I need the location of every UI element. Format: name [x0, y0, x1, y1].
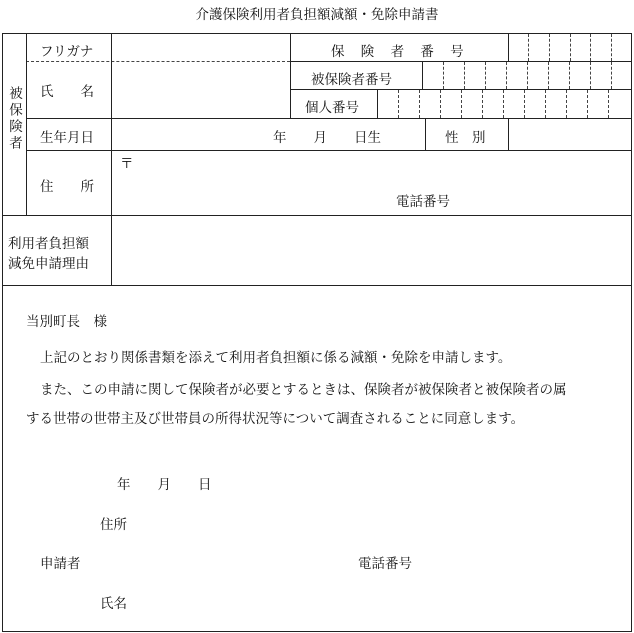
row-line-address: [26, 150, 632, 151]
personal-number-field[interactable]: [378, 91, 630, 117]
applicant-address-label: 住所: [100, 517, 127, 533]
insured-person-section-label: 被保険者: [6, 86, 22, 152]
birthdate-format: 年 月 日生: [273, 130, 381, 146]
name-label: 氏 名: [40, 84, 94, 100]
birthdate-field[interactable]: [112, 120, 424, 149]
insurer-number-label: 保 険 者 番 号: [331, 44, 470, 60]
applicant-phone-label: 電話番号: [358, 556, 412, 572]
table-top-border: [2, 33, 632, 34]
personal-number-label: 個人番号: [305, 100, 359, 116]
application-date-format: 年 月 日: [117, 477, 212, 493]
reason-label-line1: 利用者負担額: [8, 236, 89, 252]
col-line-numbers: [290, 33, 291, 118]
furigana-label: フリガナ: [40, 44, 94, 60]
phone-label: 電話番号: [396, 194, 450, 210]
row-line-insured-number: [290, 61, 632, 62]
table-right-border: [631, 33, 632, 632]
insurer-number-field[interactable]: [509, 35, 630, 60]
insured-number-field[interactable]: [423, 63, 630, 88]
col-line-sex-label: [425, 118, 426, 150]
address-field[interactable]: [136, 152, 630, 186]
address-label: 住 所: [40, 179, 94, 195]
col-line-section: [26, 33, 27, 215]
insured-number-label: 被保険者番号: [311, 72, 392, 88]
name-field[interactable]: [112, 63, 289, 117]
furigana-field[interactable]: [112, 35, 289, 60]
form-title: 介護保険利用者負担額減額・免除申請書: [195, 7, 439, 23]
row-line-birthdate: [26, 118, 632, 119]
table-left-border: [2, 33, 3, 632]
row-line-body: [2, 285, 632, 286]
table-bottom-border: [2, 631, 632, 632]
sex-label: 性 別: [445, 130, 486, 146]
reason-field[interactable]: [112, 217, 630, 284]
applicant-label: 申請者: [40, 556, 81, 572]
addressee: 当別町長 様: [26, 314, 107, 330]
consent-statement-line1: また、この申請に関して保険者が必要とするときは、保険者が被保険者と被保険者の属: [40, 382, 567, 398]
row-line-reason: [2, 215, 632, 216]
reason-label-line2: 減免申請理由: [8, 256, 89, 272]
applicant-name-label: 氏名: [100, 596, 127, 612]
application-statement: 上記のとおり関係書類を添えて利用者負担額に係る減額・免除を申請します。: [40, 350, 512, 366]
sex-field[interactable]: [509, 120, 630, 149]
birthdate-label: 生年月日: [40, 130, 94, 146]
furigana-divider: [26, 61, 290, 62]
postal-mark: 〒: [120, 156, 134, 172]
consent-statement-line2: する世帯の世帯主及び世帯員の所得状況等について調査されることに同意します。: [26, 411, 525, 427]
